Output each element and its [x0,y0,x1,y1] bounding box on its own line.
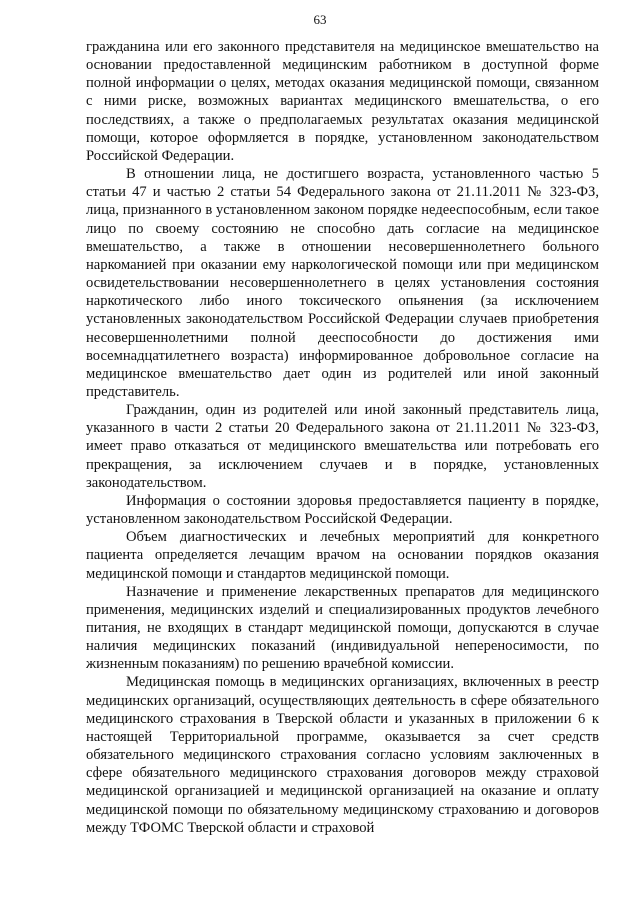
document-body [86,38,599,837]
paragraph-minors-consent: В отношении лица, не достигшего возраста, установленного частью 5 статьи 47 и частью 2 статьи 54 Федерального закона от 21.11.2011 № 323-ФЗ, лица, признанного в установленном законом порядке недееспособным, если такое лицо по своему состоянию не способно дать согласие на медицинское вмешательство, а также в отношении несовершеннолетнего больного наркоманией при оказании ему наркологической помощи или при медицинском освидетельствовании несовершеннолетнего в целях установления состояния наркотического либо иного токсического опьянения (за исключением установленных законодательством Российской Федерации случаев приобретения несовершеннолетними полной дееспособности до достижения ими восемнадцатилетнего возраста) информированное добровольное согласие на медицинское вмешательство дает один из родителей или иной законный представитель. [86,166,599,400]
paragraph-right-to-refuse: Гражданин, один из родителей или иной законный представитель лица, указанного в части 2 статьи 20 Федерального закона от 21.11.2011 № 323-ФЗ, имеет право отказаться от медицинского вмешательства или потребовать его прекращения, за исключением случаев и в порядке, установленных законодательством. [86,402,599,491]
paragraph-drug-prescription: Назначение и применение лекарственных препаратов для медицинского применения, медицинских изделий и специализированных продуктов лечебного питания, не входящих в стандарт медицинской помощи, допускаются в случае наличия медицинских показаний (индивидуальной непереносимости, по жизненным показаниям) по решению врачебной комиссии. [86,583,599,673]
paragraph-health-information: Информация о состоянии здоровья предоставляется пациенту в порядке, установленном законодательством Российской Федерации. [86,492,599,528]
paragraph-diagnostic-scope: Объем диагностических и лечебных мероприятий для конкретного пациента определяется лечащим врачом на основании порядков оказания медицинской помощи и стандартов медицинской помощи. [86,529,599,582]
paragraph-oms-care: Медицинская помощь в медицинских организациях, включенных в реестр медицинских организаций, осуществляющих деятельность в сфере обязательного медицинского страхования в Тверской области и указанных в приложении 6 к настоящей Территориальной программе, оказывается за счет средств обязательного медицинского страхования согласно условиям заключенных в сфере обязательного медицинского страхования договоров между страховой медицинской организацией и медицинской организацией на оказание и оплату медицинской помощи по обязательному медицинскому страхованию и договоров между ТФОМС Тверской области и страховой [86,674,599,836]
page-number: 63 [313,12,327,27]
paragraph-consent-continuation: гражданина или его законного представителя на медицинское вмешательство на основании предоставленной медицинским работником в доступной форме полной информации о целях, методах оказания медицинской помощи, связанном с ними риске, возможных вариантах медицинского вмешательства, о его последствиях, а также о предполагаемых результатах оказания медицинской помощи, которое оформляется в порядке, установленном законодательством Российской Федерации. [86,39,599,164]
